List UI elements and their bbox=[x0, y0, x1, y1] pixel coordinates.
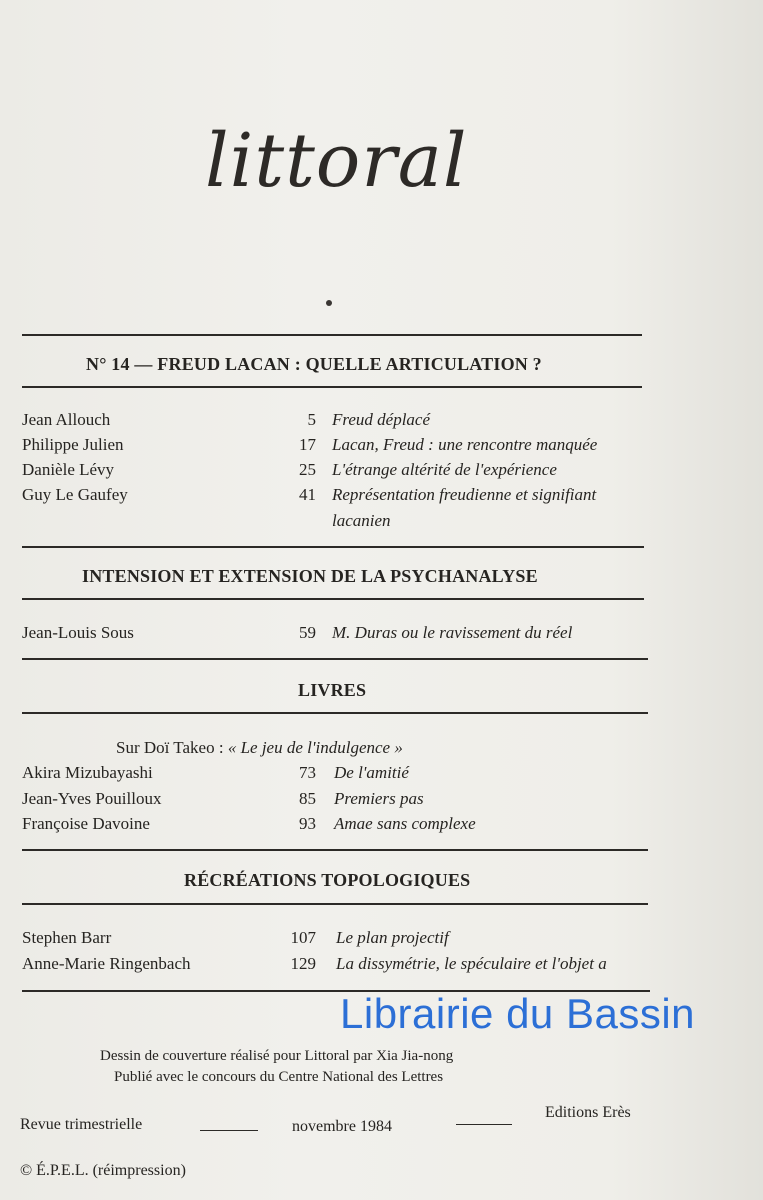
entry-title: Le plan projectif bbox=[336, 928, 449, 947]
entry-page: 17 bbox=[299, 435, 316, 454]
rule bbox=[22, 658, 648, 660]
entry-title: Amae sans complexe bbox=[334, 814, 476, 833]
entry-title: De l'amitié bbox=[334, 763, 409, 782]
entry-page: 5 bbox=[307, 410, 316, 429]
publisher: Editions Erès bbox=[545, 1104, 631, 1121]
entry-page: 129 bbox=[290, 954, 316, 973]
dash bbox=[200, 1130, 258, 1131]
entry-page: 59 bbox=[299, 623, 316, 642]
dash bbox=[456, 1124, 512, 1125]
copyright: © É.P.E.L. (réimpression) bbox=[20, 1162, 186, 1179]
entry-page: 25 bbox=[299, 460, 316, 479]
rule bbox=[22, 712, 648, 714]
entry-title: M. Duras ou le ravissement du réel bbox=[332, 623, 573, 642]
cover-credit: Dessin de couverture réalisé pour Littoral par Xia Jia-nong bbox=[100, 1048, 454, 1064]
rule bbox=[22, 546, 644, 548]
entry-title: Représentation freudienne et signifiant bbox=[332, 485, 597, 504]
entry-author: Danièle Lévy bbox=[22, 460, 115, 479]
rule bbox=[22, 598, 644, 600]
entry-title: Premiers pas bbox=[334, 789, 424, 808]
subhead-book-title: « Le jeu de l'indulgence » bbox=[227, 738, 403, 757]
ornament-dot bbox=[326, 300, 332, 306]
entry-title-cont: lacanien bbox=[332, 511, 391, 530]
entry-title: L'étrange altérité de l'expérience bbox=[332, 460, 557, 479]
entry-title: Lacan, Freud : une rencontre manquée bbox=[332, 435, 598, 454]
entry-author: Jean-Louis Sous bbox=[22, 623, 134, 642]
rule bbox=[22, 849, 648, 851]
subhead-prefix: Sur Doï Takeo : bbox=[116, 738, 224, 757]
section-heading: LIVRES bbox=[298, 680, 367, 700]
entry-title: La dissymétrie, le spéculaire et l'objet a bbox=[336, 954, 607, 973]
funding-credit: Publié avec le concours du Centre National des Lettres bbox=[114, 1069, 444, 1085]
entry-author: Jean Allouch bbox=[22, 410, 111, 429]
journal-logo: littoral bbox=[205, 118, 468, 204]
section-heading: INTENSION ET EXTENSION DE LA PSYCHANALYSE bbox=[82, 566, 538, 586]
rule bbox=[22, 386, 642, 388]
rule bbox=[22, 334, 642, 336]
entry-author: Anne-Marie Ringenbach bbox=[22, 954, 191, 973]
entry-page: 93 bbox=[299, 814, 316, 833]
entry-author: Jean-Yves Pouilloux bbox=[22, 789, 162, 808]
entry-author: Akira Mizubayashi bbox=[22, 763, 153, 782]
rule bbox=[22, 903, 648, 905]
book-review-subhead bbox=[116, 738, 403, 758]
entry-author: Stephen Barr bbox=[22, 928, 112, 947]
issue-heading: N° 14 — FREUD LACAN : QUELLE ARTICULATION ? bbox=[86, 354, 542, 374]
entry-page: 85 bbox=[299, 789, 316, 808]
entry-author: Guy Le Gaufey bbox=[22, 485, 128, 504]
periodicity: Revue trimestrielle bbox=[20, 1116, 143, 1133]
entry-author: Françoise Davoine bbox=[22, 814, 150, 833]
entry-page: 107 bbox=[290, 928, 316, 947]
section-heading: RÉCRÉATIONS TOPOLOGIQUES bbox=[184, 870, 471, 890]
bookseller-watermark: Librairie du Bassin bbox=[340, 990, 696, 1037]
entry-title: Freud déplacé bbox=[332, 410, 431, 429]
entry-page: 41 bbox=[299, 485, 316, 504]
publication-date: novembre 1984 bbox=[292, 1118, 392, 1135]
entry-page: 73 bbox=[299, 763, 316, 782]
entry-author: Philippe Julien bbox=[22, 435, 124, 454]
